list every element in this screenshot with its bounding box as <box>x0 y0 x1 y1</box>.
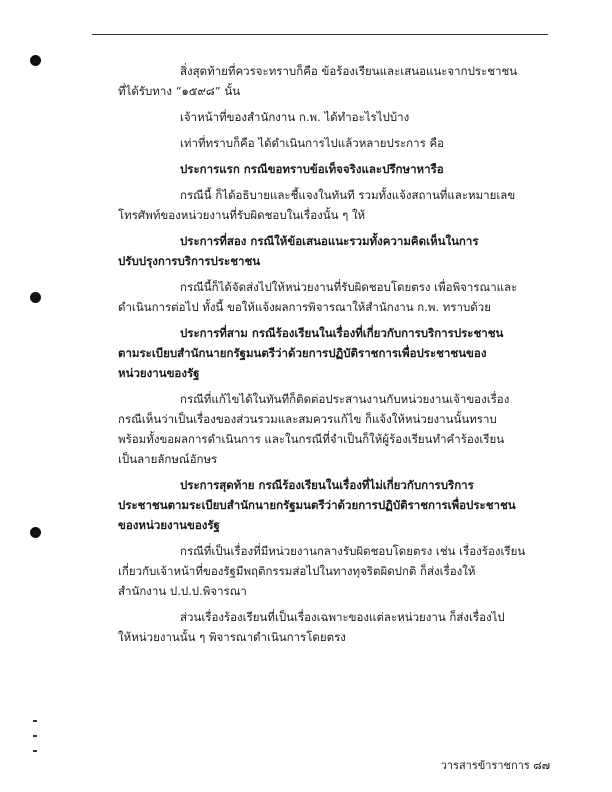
paragraph-line: กรณีนี้ก็ได้จัดส่งไปให้หน่วยงานที่รับผิดชอบโดยตรง เพื่อพิจารณาและ <box>180 280 518 294</box>
section-heading: ประการที่สอง กรณีให้ข้อเสนอแนะรวมทั้งความคิดเห็นในการ <box>180 234 479 248</box>
paragraph-line: กรณีที่แก้ไขได้ในทันทีก็ติดต่อประสานงานกับหน่วยงานเจ้าของเรื่อง <box>180 392 510 406</box>
article-body <box>118 64 538 656</box>
paragraph-line: สำนักงาน ป.ป.ป.พิจารณา <box>118 584 247 598</box>
paragraph-line: ให้หน่วยงานนั้น ๆ พิจารณาดำเนินการโดยตรง <box>118 630 346 644</box>
page-footer: วารสารข้าราชการ ๘๗ <box>440 759 550 772</box>
paragraph-line: เจ้าหน้าที่ของสำนักงาน ก.พ. ได้ทำอะไรไปบ้าง <box>180 110 410 124</box>
paragraph-line: กรณีที่เป็นเรื่องที่มีหน่วยงานกลางรับผิดชอบโดยตรง เช่น เรื่องร้องเรียน <box>180 544 526 558</box>
section-heading: ปรับปรุงการบริการประชาชน <box>118 254 261 268</box>
paragraph-line: สิ่งสุดท้ายที่ควรจะทราบก็คือ ข้อร้องเรียนและเสนอแนะจากประชาชน <box>180 64 518 78</box>
punch-hole <box>30 527 41 538</box>
paragraph-line: เท่าที่ทราบก็คือ ได้ดำเนินการไปแล้วหลายประการ คือ <box>180 136 445 150</box>
margin-mark <box>33 735 37 737</box>
section-heading: ประการแรก กรณีขอทราบข้อเท็จจริงและปรึกษาหารือ <box>180 162 444 176</box>
paragraph-line: โทรศัพท์ของหน่วยงานที่รับผิดชอบในเรื่องนั้น ๆ ให้ <box>118 208 366 222</box>
section-heading: ตามระเบียบสำนักนายกรัฐมนตรีว่าด้วยการปฏิบัติราชการเพื่อประชาชนของ <box>118 346 487 360</box>
paragraph-line: เกี่ยวกับเจ้าหน้าที่ของรัฐมีพฤติกรรมส่อไปในทางทุจริตผิดปกติ ก็ส่งเรื่องให้ <box>118 564 476 578</box>
paragraph-line: กรณีนี้ ก็ได้อธิบายและชี้แจงในทันที รวมทั้งแจ้งสถานที่และหมายเลข <box>180 188 516 202</box>
section-heading: หน่วยงานของรัฐ <box>118 366 200 380</box>
punch-hole <box>30 292 41 303</box>
header-rule <box>92 34 548 35</box>
paragraph-line: พร้อมทั้งขอผลการดำเนินการ และในกรณีที่จำเป็นก็ให้ผู้ร้องเรียนทำคำร้องเรียน <box>118 432 505 446</box>
section-heading: ประการที่สาม กรณีร้องเรียนในเรื่องที่เกี่ยวกับการบริการประชาชน <box>180 326 504 340</box>
paragraph-line: กรณีเห็นว่าเป็นเรื่องของส่วนรวมและสมควรแก้ไข ก็แจ้งให้หน่วยงานนั้นทราบ <box>118 412 497 426</box>
paragraph-line: ที่ได้รับทาง “๑๕๙๘” นั้น <box>118 84 241 98</box>
punch-hole <box>30 55 41 66</box>
section-heading: ของหน่วยงานของรัฐ <box>118 518 220 532</box>
margin-mark <box>33 750 37 752</box>
paragraph-line: เป็นลายลักษณ์อักษร <box>118 452 218 466</box>
paragraph-line: ดำเนินการต่อไป ทั้งนี้ ขอให้แจ้งผลการพิจารณาให้สำนักงาน ก.พ. ทราบด้วย <box>118 300 491 314</box>
paragraph-line: ส่วนเรื่องร้องเรียนที่เป็นเรื่องเฉพาะของแต่ละหน่วยงาน ก็ส่งเรื่องไป <box>180 610 505 624</box>
margin-mark <box>33 720 37 722</box>
section-heading: ประการสุดท้าย กรณีร้องเรียนในเรื่องที่ไม่เกี่ยวกับการบริการ <box>180 478 474 492</box>
section-heading: ประชาชนตามระเบียบสำนักนายกรัฐมนตรีว่าด้วยการปฏิบัติราชการเพื่อประชาชน <box>118 498 516 512</box>
